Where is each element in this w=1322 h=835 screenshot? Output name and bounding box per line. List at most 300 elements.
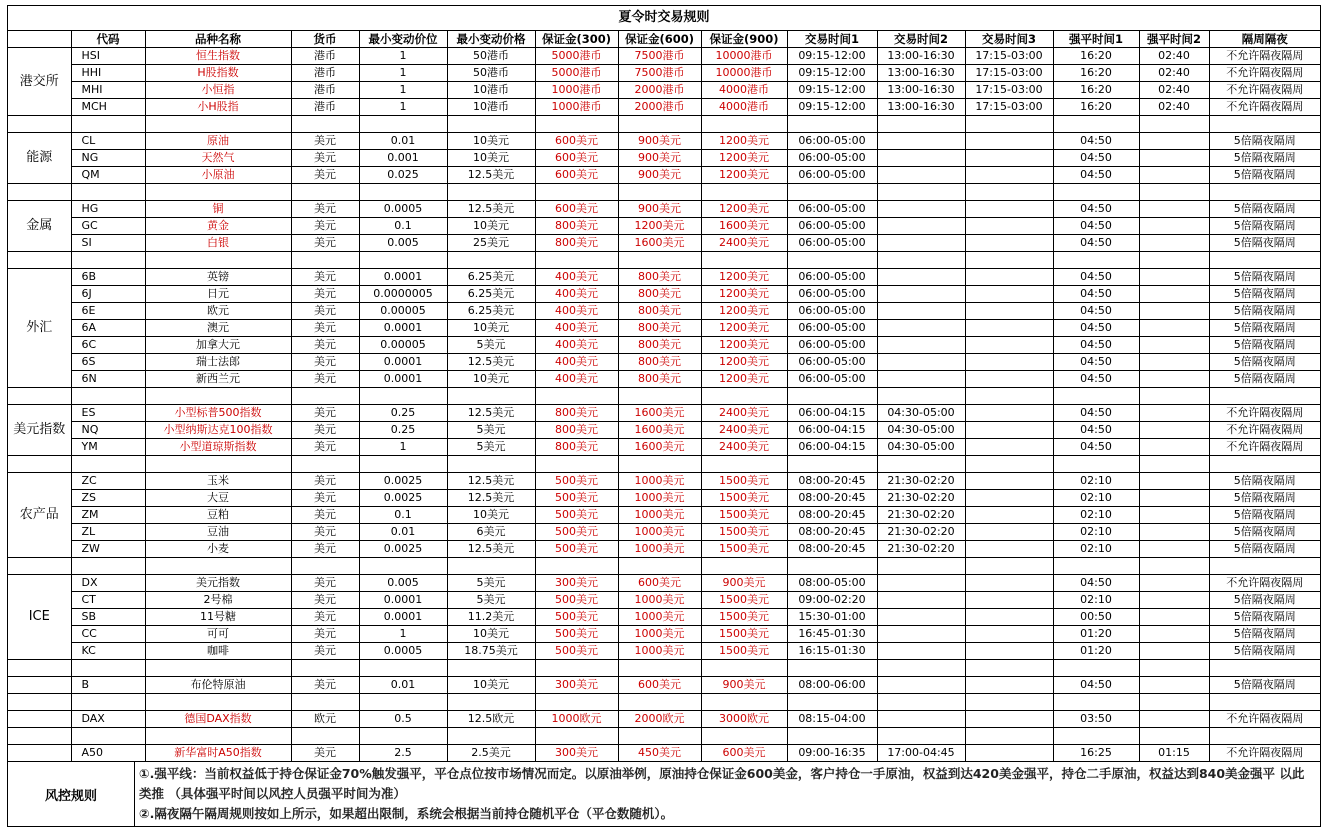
currency-cell: 美元 <box>291 524 359 541</box>
margin-900-cell: 1500美元 <box>701 643 787 660</box>
currency-cell: 美元 <box>291 439 359 456</box>
name-cell: 小原油 <box>145 167 291 184</box>
liquidation-time-2-cell <box>1139 320 1209 337</box>
code-cell: MCH <box>71 99 145 116</box>
liquidation-time-2-cell <box>1139 422 1209 439</box>
tick-value-cell: 12.5美元 <box>447 541 535 558</box>
name-cell: 玉米 <box>145 473 291 490</box>
trade-time-3-cell <box>965 609 1053 626</box>
rules-sheet <box>7 5 1321 827</box>
trade-time-3-cell <box>965 439 1053 456</box>
table-row <box>8 201 1320 218</box>
margin-600-cell: 1000美元 <box>618 507 701 524</box>
liquidation-time-2-cell <box>1139 405 1209 422</box>
table-row <box>8 711 1320 728</box>
trade-time-1-cell: 09:00-02:20 <box>787 592 877 609</box>
trade-time-3-cell <box>965 235 1053 252</box>
margin-300-cell: 500美元 <box>535 626 618 643</box>
name-cell: H股指数 <box>145 65 291 82</box>
trade-time-1-cell: 16:45-01:30 <box>787 626 877 643</box>
trade-time-2-cell <box>877 371 965 388</box>
table-row <box>8 422 1320 439</box>
margin-600-cell: 900美元 <box>618 167 701 184</box>
name-cell: 小型道琼斯指数 <box>145 439 291 456</box>
overnight-rule-cell: 5倍隔夜隔周 <box>1209 490 1320 507</box>
header-trade-time-2: 交易时间2 <box>877 31 965 48</box>
table-row <box>8 320 1320 337</box>
code-cell: KC <box>71 643 145 660</box>
trade-time-1-cell: 06:00-05:00 <box>787 133 877 150</box>
liquidation-time-2-cell <box>1139 643 1209 660</box>
currency-cell: 美元 <box>291 303 359 320</box>
min-tick-cell: 0.0005 <box>359 643 447 660</box>
liquidation-time-1-cell: 04:50 <box>1053 439 1139 456</box>
liquidation-time-1-cell: 04:50 <box>1053 575 1139 592</box>
margin-600-cell: 2000港币 <box>618 99 701 116</box>
name-cell: 白银 <box>145 235 291 252</box>
name-cell: 小麦 <box>145 541 291 558</box>
trade-time-3-cell <box>965 201 1053 218</box>
trade-time-3-cell <box>965 745 1053 762</box>
name-cell: 新华富时A50指数 <box>145 745 291 762</box>
overnight-rule-cell: 5倍隔夜隔周 <box>1209 643 1320 660</box>
margin-900-cell: 2400美元 <box>701 439 787 456</box>
margin-600-cell: 800美元 <box>618 354 701 371</box>
currency-cell: 美元 <box>291 677 359 694</box>
liquidation-time-1-cell: 04:50 <box>1053 303 1139 320</box>
table-row <box>8 337 1320 354</box>
margin-300-cell: 600美元 <box>535 201 618 218</box>
code-cell: 6E <box>71 303 145 320</box>
currency-cell: 美元 <box>291 354 359 371</box>
margin-900-cell: 1200美元 <box>701 269 787 286</box>
trade-time-3-cell: 17:15-03:00 <box>965 99 1053 116</box>
margin-900-cell: 1200美元 <box>701 286 787 303</box>
currency-cell: 美元 <box>291 575 359 592</box>
trade-time-1-cell: 09:00-16:35 <box>787 745 877 762</box>
header-name: 品种名称 <box>145 31 291 48</box>
name-cell: 小型标普500指数 <box>145 405 291 422</box>
liquidation-time-2-cell <box>1139 218 1209 235</box>
currency-cell: 美元 <box>291 745 359 762</box>
liquidation-time-1-cell: 01:20 <box>1053 626 1139 643</box>
table-row <box>8 575 1320 592</box>
spacer-row <box>8 660 1320 677</box>
table-row <box>8 286 1320 303</box>
margin-300-cell: 400美元 <box>535 371 618 388</box>
liquidation-time-2-cell: 02:40 <box>1139 82 1209 99</box>
margin-300-cell: 1000港币 <box>535 82 618 99</box>
table-row <box>8 235 1320 252</box>
name-cell: 欧元 <box>145 303 291 320</box>
trade-time-1-cell: 06:00-05:00 <box>787 150 877 167</box>
trade-time-2-cell: 21:30-02:20 <box>877 473 965 490</box>
risk-rules <box>8 762 1320 826</box>
liquidation-time-1-cell: 16:20 <box>1053 65 1139 82</box>
liquidation-time-2-cell <box>1139 626 1209 643</box>
code-cell: HG <box>71 201 145 218</box>
liquidation-time-2-cell <box>1139 201 1209 218</box>
code-cell: NG <box>71 150 145 167</box>
margin-300-cell: 800美元 <box>535 422 618 439</box>
tick-value-cell: 10美元 <box>447 218 535 235</box>
trade-time-2-cell <box>877 320 965 337</box>
trade-time-1-cell: 16:15-01:30 <box>787 643 877 660</box>
overnight-rule-cell: 5倍隔夜隔周 <box>1209 235 1320 252</box>
trade-time-2-cell <box>877 133 965 150</box>
margin-900-cell: 1200美元 <box>701 133 787 150</box>
table-row <box>8 133 1320 150</box>
table-row <box>8 99 1320 116</box>
header-currency: 货币 <box>291 31 359 48</box>
trade-time-2-cell <box>877 286 965 303</box>
liquidation-time-2-cell <box>1139 303 1209 320</box>
spacer-row <box>8 694 1320 711</box>
trade-time-2-cell <box>877 354 965 371</box>
margin-900-cell: 1200美元 <box>701 337 787 354</box>
name-cell: 天然气 <box>145 150 291 167</box>
margin-900-cell: 10000港币 <box>701 65 787 82</box>
margin-900-cell: 1500美元 <box>701 609 787 626</box>
margin-300-cell: 5000港币 <box>535 48 618 65</box>
margin-900-cell: 1200美元 <box>701 150 787 167</box>
currency-cell: 美元 <box>291 286 359 303</box>
name-cell: 澳元 <box>145 320 291 337</box>
margin-600-cell: 900美元 <box>618 150 701 167</box>
trade-time-3-cell <box>965 371 1053 388</box>
margin-300-cell: 500美元 <box>535 490 618 507</box>
overnight-rule-cell: 5倍隔夜隔周 <box>1209 286 1320 303</box>
overnight-rule-cell: 5倍隔夜隔周 <box>1209 133 1320 150</box>
currency-cell: 美元 <box>291 541 359 558</box>
tick-value-cell: 2.5美元 <box>447 745 535 762</box>
table-row <box>8 150 1320 167</box>
margin-300-cell: 500美元 <box>535 609 618 626</box>
tick-value-cell: 10美元 <box>447 677 535 694</box>
header-trade-time-1: 交易时间1 <box>787 31 877 48</box>
overnight-rule-cell: 不允许隔夜隔周 <box>1209 422 1320 439</box>
code-cell: DAX <box>71 711 145 728</box>
tick-value-cell: 5美元 <box>447 439 535 456</box>
trade-time-2-cell: 21:30-02:20 <box>877 490 965 507</box>
trade-time-2-cell <box>877 218 965 235</box>
name-cell: 豆油 <box>145 524 291 541</box>
min-tick-cell: 0.01 <box>359 677 447 694</box>
name-cell: 豆粕 <box>145 507 291 524</box>
code-cell: A50 <box>71 745 145 762</box>
liquidation-time-1-cell: 02:10 <box>1053 473 1139 490</box>
margin-900-cell: 900美元 <box>701 677 787 694</box>
code-cell: CL <box>71 133 145 150</box>
code-cell: DX <box>71 575 145 592</box>
margin-300-cell: 600美元 <box>535 133 618 150</box>
currency-cell: 美元 <box>291 269 359 286</box>
liquidation-time-1-cell: 01:20 <box>1053 643 1139 660</box>
table-row <box>8 745 1320 762</box>
currency-cell: 美元 <box>291 337 359 354</box>
liquidation-time-1-cell: 04:50 <box>1053 422 1139 439</box>
overnight-rule-cell: 不允许隔夜隔周 <box>1209 439 1320 456</box>
currency-cell: 美元 <box>291 473 359 490</box>
margin-300-cell: 300美元 <box>535 745 618 762</box>
liquidation-time-1-cell: 04:50 <box>1053 269 1139 286</box>
tick-value-cell: 6.25美元 <box>447 286 535 303</box>
min-tick-cell: 0.25 <box>359 405 447 422</box>
trade-time-2-cell <box>877 235 965 252</box>
trade-time-1-cell: 08:00-20:45 <box>787 541 877 558</box>
trade-time-3-cell <box>965 643 1053 660</box>
trade-time-3-cell <box>965 337 1053 354</box>
category-cell: 金属 <box>8 201 71 252</box>
liquidation-time-1-cell: 04:50 <box>1053 371 1139 388</box>
trade-time-3-cell <box>965 524 1053 541</box>
margin-600-cell: 1000美元 <box>618 490 701 507</box>
margin-900-cell: 4000港币 <box>701 82 787 99</box>
trade-time-2-cell <box>877 592 965 609</box>
table-row <box>8 473 1320 490</box>
trade-time-3-cell <box>965 218 1053 235</box>
trade-time-1-cell: 08:00-20:45 <box>787 490 877 507</box>
min-tick-cell: 1 <box>359 48 447 65</box>
overnight-rule-cell: 5倍隔夜隔周 <box>1209 218 1320 235</box>
table-row <box>8 405 1320 422</box>
margin-600-cell: 600美元 <box>618 575 701 592</box>
trade-time-3-cell <box>965 711 1053 728</box>
trade-time-2-cell: 04:30-05:00 <box>877 405 965 422</box>
margin-900-cell: 600美元 <box>701 745 787 762</box>
trade-time-3-cell <box>965 507 1053 524</box>
tick-value-cell: 12.5美元 <box>447 201 535 218</box>
name-cell: 瑞士法郎 <box>145 354 291 371</box>
margin-300-cell: 1000港币 <box>535 99 618 116</box>
liquidation-time-2-cell <box>1139 150 1209 167</box>
overnight-rule-cell: 5倍隔夜隔周 <box>1209 354 1320 371</box>
header-code: 代码 <box>71 31 145 48</box>
currency-cell: 港币 <box>291 99 359 116</box>
tick-value-cell: 10港币 <box>447 99 535 116</box>
min-tick-cell: 0.01 <box>359 524 447 541</box>
trade-time-2-cell: 21:30-02:20 <box>877 507 965 524</box>
margin-300-cell: 400美元 <box>535 354 618 371</box>
risk-rules-text <box>135 762 1320 826</box>
code-cell: GC <box>71 218 145 235</box>
margin-900-cell: 900美元 <box>701 575 787 592</box>
trade-time-3-cell <box>965 677 1053 694</box>
risk-rule-2: ②.隔夜隔午隔周规则按如上所示，如果超出限制，系统会根据当前持仓随机平仓（平仓数随机）。 <box>139 806 674 821</box>
trade-time-1-cell: 08:00-06:00 <box>787 677 877 694</box>
min-tick-cell: 0.1 <box>359 218 447 235</box>
min-tick-cell: 0.0001 <box>359 320 447 337</box>
header-tick-value: 最小变动价格 <box>447 31 535 48</box>
liquidation-time-2-cell <box>1139 507 1209 524</box>
margin-300-cell: 500美元 <box>535 541 618 558</box>
code-cell: 6C <box>71 337 145 354</box>
name-cell: 大豆 <box>145 490 291 507</box>
tick-value-cell: 6美元 <box>447 524 535 541</box>
margin-600-cell: 2000港币 <box>618 82 701 99</box>
tick-value-cell: 18.75美元 <box>447 643 535 660</box>
sheet-title: 夏令时交易规则 <box>8 6 1320 31</box>
code-cell: SB <box>71 609 145 626</box>
category-cell <box>8 745 71 762</box>
category-cell <box>8 711 71 728</box>
liquidation-time-1-cell: 04:50 <box>1053 167 1139 184</box>
margin-300-cell: 1000欧元 <box>535 711 618 728</box>
liquidation-time-2-cell <box>1139 677 1209 694</box>
trade-time-3-cell <box>965 592 1053 609</box>
trade-time-3-cell <box>965 269 1053 286</box>
code-cell: QM <box>71 167 145 184</box>
min-tick-cell: 1 <box>359 626 447 643</box>
margin-900-cell: 1200美元 <box>701 320 787 337</box>
trade-time-1-cell: 06:00-05:00 <box>787 201 877 218</box>
trade-time-1-cell: 08:00-20:45 <box>787 507 877 524</box>
code-cell: 6N <box>71 371 145 388</box>
margin-600-cell: 1000美元 <box>618 541 701 558</box>
currency-cell: 港币 <box>291 48 359 65</box>
min-tick-cell: 0.01 <box>359 133 447 150</box>
table-row <box>8 626 1320 643</box>
liquidation-time-1-cell: 02:10 <box>1053 507 1139 524</box>
tick-value-cell: 10美元 <box>447 133 535 150</box>
code-cell: HHI <box>71 65 145 82</box>
liquidation-time-2-cell: 01:15 <box>1139 745 1209 762</box>
margin-900-cell: 2400美元 <box>701 405 787 422</box>
trade-time-3-cell <box>965 167 1053 184</box>
code-cell: ZL <box>71 524 145 541</box>
trade-time-2-cell <box>877 303 965 320</box>
trading-rules-table <box>8 31 1320 762</box>
min-tick-cell: 0.1 <box>359 507 447 524</box>
tick-value-cell: 12.5美元 <box>447 490 535 507</box>
trade-time-3-cell <box>965 354 1053 371</box>
min-tick-cell: 0.0025 <box>359 490 447 507</box>
currency-cell: 美元 <box>291 626 359 643</box>
table-row <box>8 541 1320 558</box>
category-cell <box>8 677 71 694</box>
spacer-row <box>8 184 1320 201</box>
margin-900-cell: 1500美元 <box>701 592 787 609</box>
header-liquidation-time-2: 强平时间2 <box>1139 31 1209 48</box>
margin-900-cell: 1500美元 <box>701 507 787 524</box>
header-category <box>8 31 71 48</box>
overnight-rule-cell: 5倍隔夜隔周 <box>1209 473 1320 490</box>
overnight-rule-cell: 5倍隔夜隔周 <box>1209 167 1320 184</box>
code-cell: CC <box>71 626 145 643</box>
table-row <box>8 439 1320 456</box>
trade-time-2-cell: 21:30-02:20 <box>877 524 965 541</box>
min-tick-cell: 0.005 <box>359 575 447 592</box>
min-tick-cell: 0.0001 <box>359 592 447 609</box>
liquidation-time-2-cell <box>1139 592 1209 609</box>
margin-900-cell: 1500美元 <box>701 490 787 507</box>
name-cell: 小H股指 <box>145 99 291 116</box>
overnight-rule-cell: 5倍隔夜隔周 <box>1209 592 1320 609</box>
overnight-rule-cell: 5倍隔夜隔周 <box>1209 150 1320 167</box>
liquidation-time-1-cell: 16:20 <box>1053 48 1139 65</box>
margin-300-cell: 300美元 <box>535 677 618 694</box>
liquidation-time-1-cell: 04:50 <box>1053 150 1139 167</box>
trade-time-2-cell: 13:00-16:30 <box>877 48 965 65</box>
margin-600-cell: 2000欧元 <box>618 711 701 728</box>
risk-rule-1: ①.强平线：当前权益低于持仓保证金70%触发强平，平仓点位按市场情况而定。以原油举例，原油持仓保证金600美金，客户持仓一手原油，权益到达420美金强平，持仓二手原油，权益达到840美金强平 以此类推 （具体强平时间以风控人员强平时间为准） <box>139 766 1305 801</box>
min-tick-cell: 0.001 <box>359 150 447 167</box>
name-cell: 恒生指数 <box>145 48 291 65</box>
table-row <box>8 65 1320 82</box>
liquidation-time-1-cell: 16:25 <box>1053 745 1139 762</box>
table-row <box>8 218 1320 235</box>
margin-600-cell: 800美元 <box>618 337 701 354</box>
currency-cell: 美元 <box>291 150 359 167</box>
trade-time-1-cell: 06:00-05:00 <box>787 167 877 184</box>
margin-300-cell: 800美元 <box>535 405 618 422</box>
trade-time-1-cell: 06:00-05:00 <box>787 354 877 371</box>
margin-600-cell: 1600美元 <box>618 235 701 252</box>
min-tick-cell: 0.0001 <box>359 269 447 286</box>
trade-time-1-cell: 09:15-12:00 <box>787 82 877 99</box>
liquidation-time-1-cell: 00:50 <box>1053 609 1139 626</box>
overnight-rule-cell: 5倍隔夜隔周 <box>1209 524 1320 541</box>
liquidation-time-2-cell <box>1139 371 1209 388</box>
name-cell: 新西兰元 <box>145 371 291 388</box>
liquidation-time-2-cell <box>1139 473 1209 490</box>
name-cell: 原油 <box>145 133 291 150</box>
liquidation-time-1-cell: 04:50 <box>1053 201 1139 218</box>
currency-cell: 美元 <box>291 218 359 235</box>
currency-cell: 美元 <box>291 405 359 422</box>
header-margin-600: 保证金(600) <box>618 31 701 48</box>
currency-cell: 美元 <box>291 201 359 218</box>
liquidation-time-1-cell: 03:50 <box>1053 711 1139 728</box>
min-tick-cell: 1 <box>359 82 447 99</box>
category-cell: ICE <box>8 575 71 660</box>
margin-600-cell: 7500港币 <box>618 65 701 82</box>
margin-600-cell: 450美元 <box>618 745 701 762</box>
liquidation-time-2-cell <box>1139 354 1209 371</box>
trade-time-2-cell <box>877 609 965 626</box>
margin-300-cell: 400美元 <box>535 269 618 286</box>
margin-900-cell: 4000港币 <box>701 99 787 116</box>
table-row <box>8 167 1320 184</box>
currency-cell: 美元 <box>291 167 359 184</box>
min-tick-cell: 0.0005 <box>359 201 447 218</box>
code-cell: CT <box>71 592 145 609</box>
margin-900-cell: 2400美元 <box>701 235 787 252</box>
name-cell: 英镑 <box>145 269 291 286</box>
name-cell: 11号糖 <box>145 609 291 626</box>
margin-300-cell: 800美元 <box>535 218 618 235</box>
liquidation-time-1-cell: 02:10 <box>1053 541 1139 558</box>
trade-time-2-cell: 04:30-05:00 <box>877 422 965 439</box>
trade-time-3-cell: 17:15-03:00 <box>965 65 1053 82</box>
liquidation-time-2-cell <box>1139 337 1209 354</box>
min-tick-cell: 0.025 <box>359 167 447 184</box>
code-cell: ZW <box>71 541 145 558</box>
trade-time-2-cell <box>877 337 965 354</box>
overnight-rule-cell: 不允许隔夜隔周 <box>1209 405 1320 422</box>
margin-900-cell: 2400美元 <box>701 422 787 439</box>
liquidation-time-2-cell <box>1139 711 1209 728</box>
tick-value-cell: 10美元 <box>447 626 535 643</box>
overnight-rule-cell: 不允许隔夜隔周 <box>1209 711 1320 728</box>
trade-time-1-cell: 09:15-12:00 <box>787 48 877 65</box>
trade-time-1-cell: 08:00-20:45 <box>787 524 877 541</box>
risk-rules-label: 风控规则 <box>8 762 135 826</box>
tick-value-cell: 12.5美元 <box>447 473 535 490</box>
liquidation-time-1-cell: 04:50 <box>1053 337 1139 354</box>
trade-time-2-cell: 13:00-16:30 <box>877 65 965 82</box>
trade-time-1-cell: 06:00-05:00 <box>787 371 877 388</box>
